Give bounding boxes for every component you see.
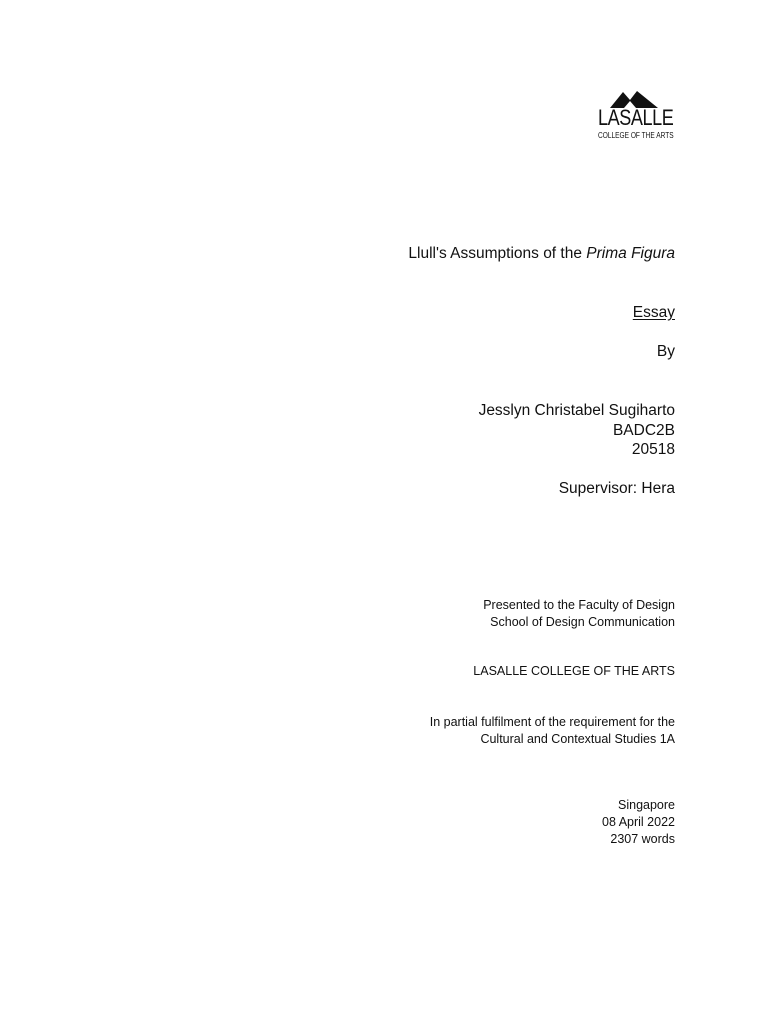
logo-subtitle: COLLEGE OF THE ARTS [598,131,674,140]
lasalle-logo [598,90,674,144]
location: Singapore [618,798,675,812]
presented-block [483,597,675,631]
footer-block [602,797,675,848]
author-name: Jesslyn Christabel Sugiharto [478,402,675,419]
essay-title [408,244,675,264]
by-label: By [656,343,675,360]
fulfilment-block [430,714,675,748]
title-italic: Prima Figura [586,245,675,262]
title-prefix: Llull's Assumptions of the [408,245,587,262]
logo-wordmark: LASALLE [598,105,674,130]
student-id: 20518 [631,441,675,458]
presented-line-1: Presented to the Faculty of Design [483,598,675,612]
class-code: BADC2B [612,421,675,439]
institution-name: LASALLE COLLEGE OF THE ARTS [473,664,675,678]
presented-line-2: School of Design Communication [490,615,675,629]
supervisor: Supervisor: Hera [558,480,675,497]
fulfilment-line-2: Cultural and Contextual Studies 1A [480,732,675,746]
submission-date: 08 April 2022 [602,815,675,829]
author-block [479,401,675,460]
word-count: 2307 words [610,832,675,846]
document-type: Essay [632,304,675,321]
fulfilment-line-1: In partial fulfilment of the requirement for the [429,715,675,729]
